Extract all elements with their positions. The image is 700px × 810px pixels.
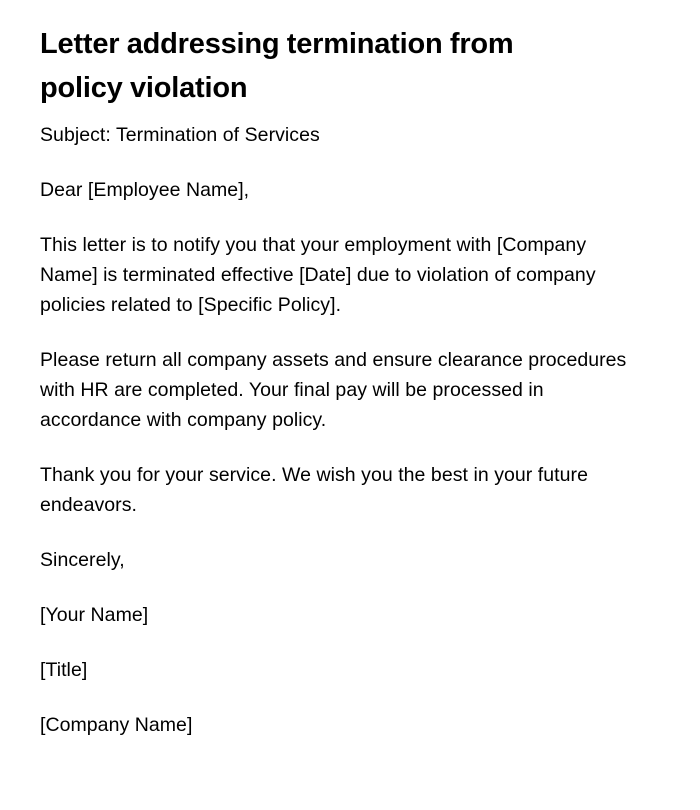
paragraph-salutation: Dear [Employee Name], xyxy=(40,179,250,201)
paragraph-signature-title: [Title] xyxy=(40,659,88,681)
paragraph-signature-company: [Company Name] xyxy=(40,714,193,736)
paragraph-closing-thanks: Thank you for your service. We wish you the best in your future endeavors. xyxy=(40,464,588,516)
paragraph-asset-return: Please return all company assets and ensure clearance procedures with HR are completed. Your final pay will be processed in accordance with company policy. xyxy=(40,349,627,431)
paragraph-subject: Subject: Termination of Services xyxy=(40,124,320,146)
paragraph-termination-notice: This letter is to notify you that your employment with [Company Name] is terminated effective [Date] due to violation of company policies related to [Specific Policy]. xyxy=(40,234,596,316)
paragraph-signoff: Sincerely, xyxy=(40,549,125,571)
page-title: Letter addressing termination from policy violation xyxy=(40,28,514,104)
paragraph-signature-name: [Your Name] xyxy=(40,604,149,626)
